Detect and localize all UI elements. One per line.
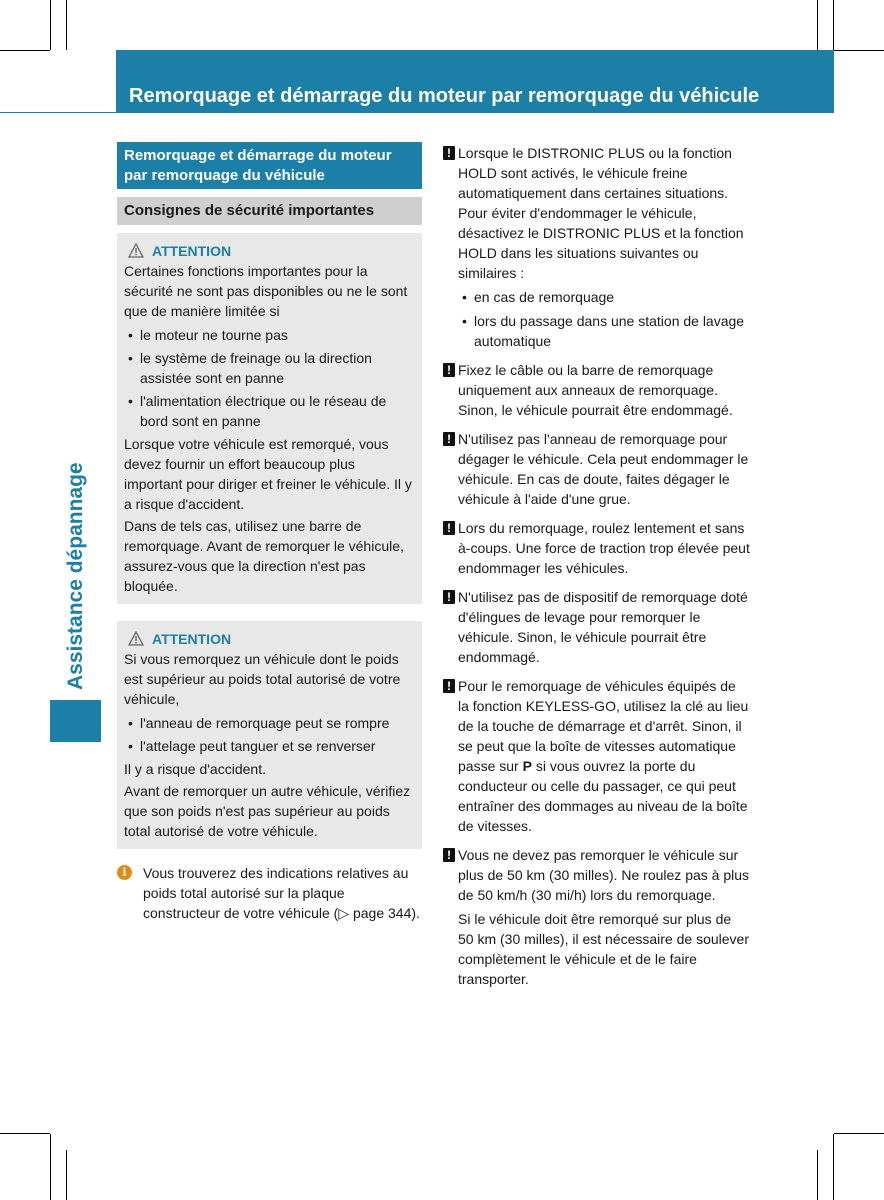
warning-title: ATTENTION [152, 243, 232, 259]
warning-intro: Si vous remorquez un véhicule dont le poids est supérieur au poids total autorisé de votre véhicule, [124, 651, 401, 707]
crop-mark [66, 1150, 67, 1200]
exclamation-icon: ! [443, 590, 455, 604]
section-heading: Remorquage et démarrage du moteur par remorquage du véhicule [117, 142, 422, 189]
note-text: N'utilisez pas l'anneau de remorquage pour dégager le véhicule. Cela peut endommager le véhicule. En cas de doute, faites dégager le véhicule à l'aide d'une grue. [458, 431, 749, 507]
damage-note [443, 845, 750, 989]
list-item: • le système de freinage ou la direction assistée sont en panne [124, 348, 415, 388]
warning-triangle-icon [128, 243, 144, 258]
damage-note [443, 676, 750, 836]
info-text: Vous trouverez des indications relatives au poids total autorisé sur la plaque constructeur de votre véhicule (▷ page 344). [143, 865, 420, 921]
info-note [117, 863, 422, 923]
gear-position-p: P [522, 758, 532, 774]
side-tab-label: Assistance dépannage [64, 462, 87, 690]
note-text-part: si vous ouvrez la porte du conducteur ou celle du passager, ce qui peut entraîner des dommages au niveau de la boîte de vitesses. [458, 758, 748, 834]
exclamation-icon: ! [443, 679, 455, 693]
note-text: Lorsque le DISTRONIC PLUS ou la fonction HOLD sont activés, le véhicule freine automatiquement dans certaines situations. Pour éviter d'endommager le véhicule, désactivez le DISTRONIC PLUS et la fonction HOLD dans les situations suivantes ou similaires : [458, 145, 744, 281]
list-item: • lors du passage dans une station de lavage automatique [458, 311, 750, 351]
warning-triangle-icon [128, 631, 144, 646]
info-icon: i [117, 865, 132, 880]
warning-box [117, 621, 422, 849]
crop-mark [50, 0, 51, 50]
list-item: • l'alimentation électrique ou le réseau de bord sont en panne [124, 391, 415, 431]
left-column [117, 142, 422, 923]
crop-mark [833, 1134, 834, 1200]
crop-mark [834, 50, 884, 51]
warning-title: ATTENTION [152, 631, 232, 647]
note-bullet-list [458, 287, 750, 351]
page-title: Remorquage et démarrage du moteur par remorquage du véhicule [129, 85, 760, 107]
note-text: Fixez le câble ou la barre de remorquage uniquement aux anneaux de remorquage. Sinon, le véhicule pourrait être endommagé. [458, 362, 733, 418]
exclamation-icon: ! [443, 848, 455, 862]
warning-intro: Certaines fonctions importantes pour la sécurité ne sont pas disponibles ou ne le sont que de manière limitée si [124, 263, 408, 319]
list-item: • en cas de remorquage [458, 287, 750, 307]
damage-note [443, 360, 750, 420]
warning-paragraph: Lorsque votre véhicule est remorqué, vous devez fournir un effort beaucoup plus important pour diriger et freiner le véhicule. Il y a risque d'accident. [124, 436, 412, 512]
warning-heading [124, 241, 415, 261]
damage-note [443, 518, 750, 578]
crop-mark [66, 0, 67, 50]
warning-paragraph: Avant de remorquer un autre véhicule, vérifiez que son poids n'est pas supérieur au poids total autorisé de votre véhicule. [124, 783, 411, 839]
header-rule [0, 112, 834, 113]
damage-note [443, 587, 750, 667]
damage-note [443, 429, 750, 509]
note-text-part: Pour le remorquage de véhicules équipés de la fonction KEYLESS-GO, utilisez la clé au lieu de la touche de démarrage et d'arrêt. Sinon, il se peut que la boîte de vitesses automatique passe sur [458, 678, 749, 774]
side-tab-marker [50, 700, 101, 742]
exclamation-icon: ! [443, 363, 455, 377]
note-text [458, 676, 750, 836]
subheading: Consignes de sécurité importantes [117, 197, 422, 225]
warning-bullet-list [124, 325, 415, 431]
damage-note [443, 143, 750, 351]
crop-mark [50, 1134, 51, 1200]
warning-box [117, 233, 422, 604]
page-number: 288 [74, 88, 101, 105]
crop-mark [0, 50, 50, 51]
warning-paragraph: Il y a risque d'accident. [124, 761, 266, 777]
note-text: Lors du remorquage, roulez lentement et sans à-coups. Une force de traction trop élevée peut endommager les véhicules. [458, 520, 750, 576]
warning-paragraph: Dans de tels cas, utilisez une barre de remorquage. Avant de remorquer le véhicule, assurez-vous que la direction n'est pas bloquée. [124, 518, 404, 594]
crop-mark [834, 1133, 884, 1134]
exclamation-icon: ! [443, 146, 455, 160]
note-text: Vous ne devez pas remorquer le véhicule sur plus de 50 km (30 milles). Ne roulez pas à plus de 50 km/h (30 mi/h) lors du remorquage. [458, 847, 750, 903]
crop-mark [0, 1133, 50, 1134]
warning-bullet-list [124, 713, 415, 756]
list-item: • le moteur ne tourne pas [124, 325, 415, 345]
list-item: • l'anneau de remorquage peut se rompre [124, 713, 415, 733]
note-text: Si le véhicule doit être remorqué sur plus de 50 km (30 milles), il est nécessaire de soulever complètement le véhicule et de le faire transporter. [458, 911, 750, 987]
warning-heading [124, 629, 415, 649]
note-text: N'utilisez pas de dispositif de remorquage doté d'élingues de levage pour remorquer le véhicule. Sinon, le véhicule pourrait être endommagé. [458, 589, 748, 665]
list-item: • l'attelage peut tanguer et se renverser [124, 736, 415, 756]
crop-mark [817, 1150, 818, 1200]
crop-mark [817, 0, 818, 50]
crop-mark [833, 0, 834, 50]
right-column [443, 143, 750, 998]
exclamation-icon: ! [443, 432, 455, 446]
exclamation-icon: ! [443, 521, 455, 535]
